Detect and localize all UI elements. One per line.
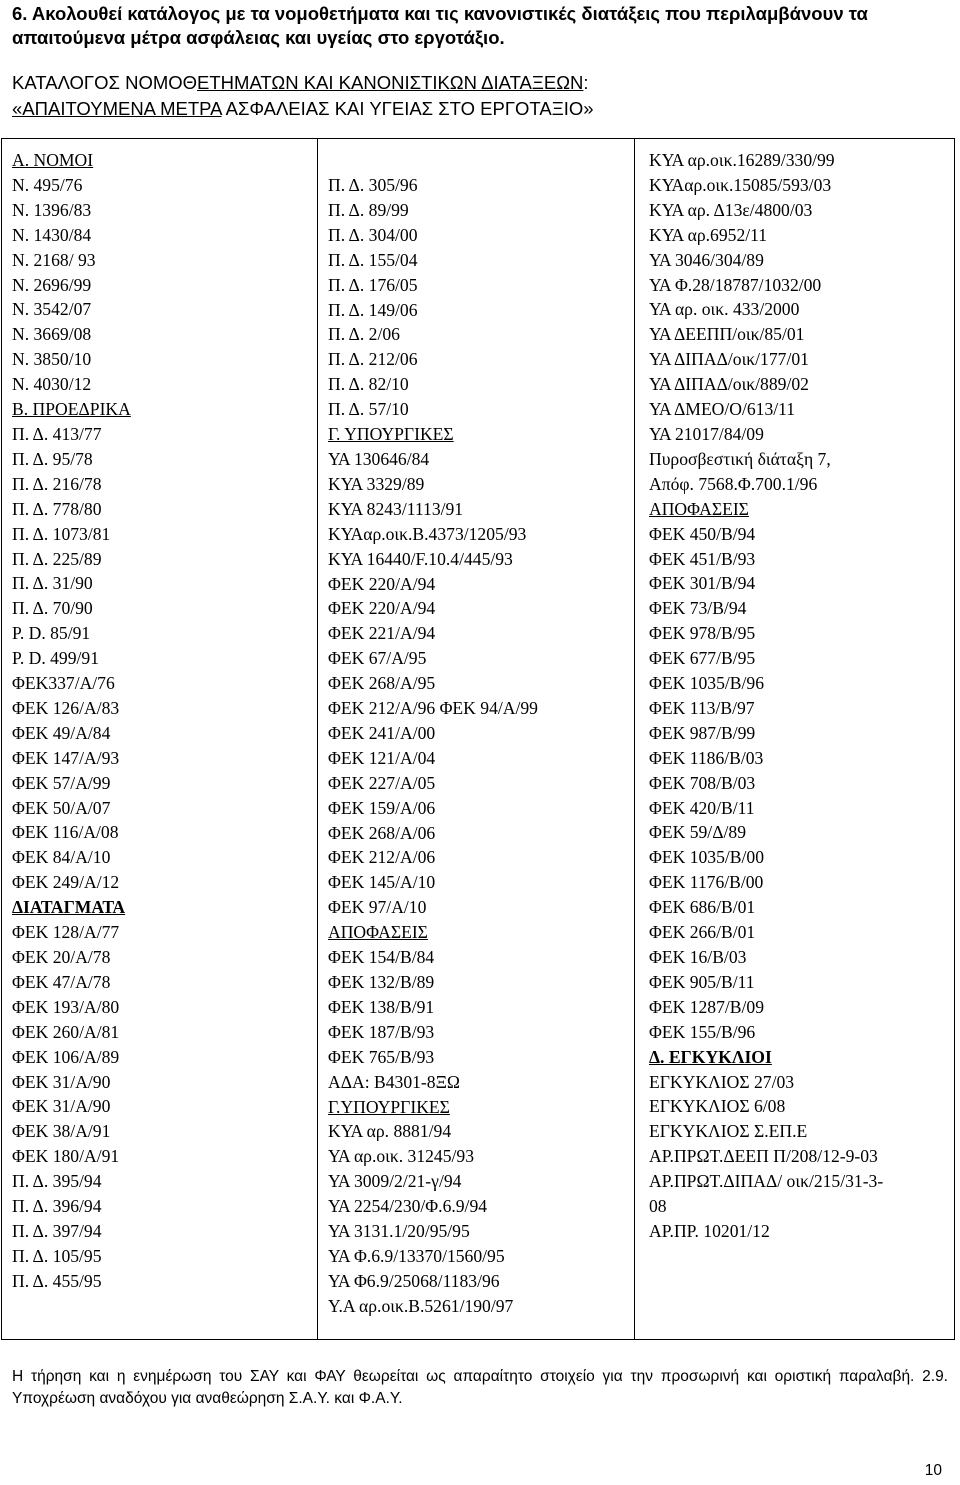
- list-item: 08: [649, 1196, 667, 1217]
- list-item: ΚΥΑ αρ.6952/11: [649, 224, 768, 245]
- list-item: Π. Δ. 216/78: [12, 473, 102, 494]
- list-item: ΚΥΑ 16440/F.10.4/445/93: [328, 548, 513, 569]
- catalog-title-line-1: [12, 70, 948, 96]
- catalog-title-prefix: ΚΑΤΑΛΟΓΟΣ ΝΟΜΟΘ: [12, 72, 198, 93]
- list-item: ΦΕΚ 59/Δ/89: [649, 822, 746, 843]
- list-item: ΦΕΚ 113/Β/97: [649, 697, 755, 718]
- list-item: ΑΔΑ: Β4301-8ΞΩ: [328, 1071, 460, 1092]
- list-item: Π. Δ. 149/06: [328, 299, 418, 320]
- column-1-list: [12, 148, 313, 1294]
- list-item: ΦΕΚ 121/Α/04: [328, 747, 436, 768]
- list-item: ΥΑ ΔΙΠΑΔ/οικ/177/01: [649, 349, 809, 370]
- list-item: ΦΕΚ 450/Β/94: [649, 523, 756, 544]
- list-item: ΦΕΚ 221/Α/94: [328, 623, 436, 644]
- catalog-subtitle-underlined: «ΑΠΑΙΤΟΥΜΕΝΑ ΜΕΤΡΑ: [12, 98, 222, 119]
- list-item: ΦΕΚ 987/Β/99: [649, 722, 756, 743]
- list-item: ΦΕΚ 16/Β/03: [649, 947, 747, 967]
- list-item: ΦΕΚ 147/Α/93: [12, 747, 120, 768]
- list-item: Π. Δ. 778/80: [12, 498, 102, 519]
- list-item: ΦΕΚ 126/Α/83: [12, 697, 120, 718]
- page-number: 10: [924, 1462, 942, 1479]
- list-item: ΑΡ.ΠΡ. 10201/12: [649, 1220, 770, 1241]
- list-item: Ν. 2168/ 93: [12, 249, 96, 270]
- list-item: ΥΑ αρ. οικ. 433/2000: [649, 299, 800, 320]
- list-item: Π. Δ. 396/94: [12, 1196, 102, 1217]
- list-item: Π. Δ. 397/94: [12, 1220, 102, 1241]
- list-item: ΦΕΚ 268/Α/95: [328, 673, 436, 694]
- list-item: ΦΕΚ 978/Β/95: [649, 623, 756, 644]
- column-2-list: [328, 173, 631, 1319]
- table-column-1: [2, 139, 317, 1339]
- catalog-title-suffix: :: [583, 72, 589, 93]
- list-item: ΦΕΚ 193/Α/80: [12, 996, 120, 1017]
- list-item: Πυροσβεστική διάταξη 7,: [649, 448, 831, 469]
- list-item: ΚΥΑαρ.οικ.Β.4373/1205/93: [328, 523, 527, 544]
- list-item: ΦΕΚ 1035/Β/00: [649, 847, 765, 868]
- list-item: ΥΑ Φ6.9/25068/1183/96: [328, 1270, 500, 1291]
- list-item: ΦΕΚ 20/Α/78: [12, 947, 111, 967]
- list-item: ΚΥΑαρ.οικ.15085/593/03: [649, 174, 832, 195]
- list-item: P. D. 499/91: [12, 648, 100, 669]
- list-item: ΦΕΚ 47/Α/78: [12, 971, 111, 992]
- list-item: ΦΕΚ 241/Α/00: [328, 722, 436, 743]
- section-header: ΑΠΟΦΑΣΕΙΣ: [328, 922, 428, 943]
- list-item: ΥΑ 21017/84/09: [649, 423, 764, 444]
- list-item: ΕΓΚΥΚΛΙΟΣ 6/08: [649, 1096, 786, 1117]
- catalog-subtitle-rest: ΑΣΦΑΛΕΙΑΣ ΚΑΙ ΥΓΕΙΑΣ ΣΤΟ ΕΡΓΟΤΑΞΙΟ»: [221, 98, 594, 119]
- list-item: Π. Δ. 105/95: [12, 1245, 102, 1266]
- list-item: ΦΕΚ 266/Β/01: [649, 922, 756, 943]
- list-item: ΦΕΚ 31/Α/90: [12, 1096, 111, 1117]
- catalog-title-line-2: [12, 96, 948, 122]
- section-header: Δ. ΕΓΚΥΚΛΙΟΙ: [649, 1046, 772, 1067]
- list-item: ΦΕΚ 106/Α/89: [12, 1046, 120, 1067]
- list-item: Ν. 2696/99: [12, 274, 92, 295]
- list-item: Υ.Α αρ.οικ.Β.5261/190/97: [328, 1295, 514, 1316]
- list-item: ΦΕΚ 301/Β/94: [649, 573, 756, 594]
- list-item: Π. Δ. 31/90: [12, 573, 93, 594]
- list-item: ΦΕΚ 1186/Β/03: [649, 747, 764, 768]
- list-item: Ν. 495/76: [12, 174, 83, 195]
- list-item: Ν. 1430/84: [12, 224, 92, 245]
- table-column-2: [317, 139, 635, 1339]
- section-header: Α. ΝΟΜΟΙ: [12, 150, 94, 170]
- section-heading: 6. Ακολουθεί κατάλογος με τα νομοθετήματα και τις κανονιστικές διατάξεις που περιλαμβάνουν τα απαιτούμενα μέτρα ασφάλειας και υγείας στο εργοτάξιο.: [12, 3, 868, 48]
- list-item: Π. Δ. 89/99: [328, 199, 409, 220]
- list-item: ΦΕΚ 49/Α/84: [12, 722, 111, 743]
- list-item: ΑΡ.ΠΡΩΤ.ΔΙΠΑΔ/ οικ/215/31-3-: [649, 1171, 884, 1192]
- list-item: Π. Δ. 212/06: [328, 349, 418, 370]
- list-item: ΥΑ ΔΜΕΟ/Ο/613/11: [649, 399, 796, 420]
- list-item: ΥΑ Φ.6.9/13370/1560/95: [328, 1245, 505, 1266]
- section-header: Γ.ΥΠΟΥΡΓΙΚΕΣ: [328, 1096, 450, 1117]
- list-item: ΕΓΚΥΚΛΙΟΣ 27/03: [649, 1071, 795, 1092]
- list-item: ΥΑ 3046/304/89: [649, 249, 764, 270]
- list-item: ΥΑ 2254/230/Φ.6.9/94: [328, 1196, 488, 1217]
- list-item: ΑΡ.ΠΡΩΤ.ΔΕΕΠ Π/208/12-9-03: [649, 1146, 878, 1167]
- list-item: ΦΕΚ 31/Α/90: [12, 1071, 111, 1092]
- list-item: Ν. 3850/10: [12, 349, 92, 370]
- list-item: Π. Δ. 2/06: [328, 324, 400, 345]
- list-item: ΦΕΚ 220/Α/94: [328, 573, 436, 594]
- catalog-title-underlined: ΕΤΗΜΑΤΩΝ ΚΑΙ ΚΑΝΟΝΙΣΤΙΚΩΝ ΔΙΑΤΑΞΕΩΝ: [197, 72, 584, 93]
- list-item: ΦΕΚ 765/Β/93: [328, 1046, 435, 1067]
- list-item: ΦΕΚ 708/Β/03: [649, 772, 756, 793]
- column-3-list: [649, 148, 951, 1244]
- list-item: ΦΕΚ 212/Α/96 ΦΕΚ 94/Α/99: [328, 698, 538, 719]
- list-item: Απόφ. 7568.Φ.700.1/96: [649, 473, 818, 494]
- list-item: ΦΕΚ 145/Α/10: [328, 872, 436, 893]
- list-item: ΦΕΚ 451/Β/93: [649, 548, 756, 569]
- list-item: ΦΕΚ 260/Α/81: [12, 1021, 120, 1042]
- list-item: ΦΕΚ 132/Β/89: [328, 972, 435, 992]
- section-header: Β. ΠΡΟΕΔΡΙΚΑ: [12, 399, 131, 420]
- list-item: ΦΕΚ 227/Α/05: [328, 772, 436, 793]
- list-item: ΦΕΚ 686/Β/01: [649, 897, 756, 918]
- list-item: Ν. 1396/83: [12, 199, 92, 220]
- list-item: ΦΕΚ 116/Α/08: [12, 822, 119, 843]
- section-header: ΔΙΑΤΑΓΜΑΤΑ: [12, 897, 126, 918]
- list-item: Π. Δ. 57/10: [328, 399, 409, 420]
- list-item: Π. Δ. 176/05: [328, 274, 418, 295]
- list-item: Π. Δ. 395/94: [12, 1171, 102, 1192]
- list-item: ΚΥΑ αρ.οικ.16289/330/99: [649, 150, 835, 170]
- list-item: ΦΕΚ 1176/Β/00: [649, 872, 764, 893]
- list-item: ΥΑ 130646/84: [328, 448, 430, 469]
- list-item: ΚΥΑ αρ. Δ13ε/4800/03: [649, 199, 813, 220]
- list-item: ΥΑ ΔΙΠΑΔ/οικ/889/02: [649, 374, 809, 395]
- list-item: ΦΕΚ 1287/Β/09: [649, 996, 765, 1017]
- list-item: ΦΕΚ 180/Α/91: [12, 1146, 120, 1167]
- list-item: ΦΕΚ 73/Β/94: [649, 598, 747, 619]
- list-item: ΥΑ αρ.οικ. 31245/93: [328, 1146, 475, 1167]
- section-header: ΑΠΟΦΑΣΕΙΣ: [649, 498, 749, 519]
- list-item: Π. Δ. 304/00: [328, 224, 418, 245]
- list-item: ΦΕΚ 84/Α/10: [12, 847, 111, 868]
- list-item: ΕΓΚΥΚΛΙΟΣ Σ.ΕΠ.Ε: [649, 1121, 808, 1142]
- footer-note: Η τήρηση και η ενημέρωση του ΣΑΥ και ΦΑΥ θεωρείται ως απαραίτητο στοιχείο για την προσωρινή και οριστική παραλαβή. 2.9. Υποχρέωση αναδόχου για αναθεώρηση Σ.Α.Υ. και Φ.Α.Υ.: [12, 1368, 948, 1407]
- list-item: ΦΕΚ 249/Α/12: [12, 872, 120, 893]
- list-item: ΦΕΚ 220/Α/94: [328, 598, 436, 619]
- list-item: Π. Δ. 95/78: [12, 448, 93, 469]
- list-item: ΚΥΑ 3329/89: [328, 473, 425, 494]
- list-item: ΥΑ Φ.28/18787/1032/00: [649, 274, 822, 295]
- list-item: ΦΕΚ 138/Β/91: [328, 996, 435, 1017]
- list-item: ΦΕΚ 38/Α/91: [12, 1121, 111, 1142]
- list-item: Ν. 3542/07: [12, 299, 92, 320]
- list-item: Π. Δ. 413/77: [12, 423, 102, 444]
- list-item: ΦΕΚ 67/Α/95: [328, 648, 427, 669]
- list-item: ΦΕΚ 187/Β/93: [328, 1021, 435, 1042]
- list-item: ΥΑ 3009/2/21-γ/94: [328, 1171, 462, 1192]
- list-item: Π. Δ. 305/96: [328, 175, 418, 195]
- list-item: ΦΕΚ 57/Α/99: [12, 772, 111, 793]
- list-item: Π. Δ. 225/89: [12, 548, 102, 569]
- list-item: Π. Δ. 1073/81: [12, 523, 111, 544]
- list-item: ΦΕΚ 1035/Β/96: [649, 673, 765, 694]
- list-item: Ν. 3669/08: [12, 324, 92, 345]
- list-item: ΚΥΑ αρ. 8881/94: [328, 1121, 452, 1142]
- list-item: ΦΕΚ 905/Β/11: [649, 971, 755, 992]
- list-item: ΥΑ 3131.1/20/95/95: [328, 1221, 470, 1242]
- list-item: ΦΕΚ 677/Β/95: [649, 648, 756, 669]
- list-item: Π. Δ. 155/04: [328, 249, 418, 270]
- list-item: ΦΕΚ337/Α/76: [12, 673, 115, 694]
- section-header: Γ. ΥΠΟΥΡΓΙΚΕΣ: [328, 424, 454, 445]
- list-item: ΦΕΚ 128/Α/77: [12, 922, 120, 943]
- list-item: ΥΑ ΔΕΕΠΠ/οικ/85/01: [649, 324, 805, 345]
- list-item: ΦΕΚ 154/Β/84: [328, 947, 435, 968]
- list-item: ΦΕΚ 50/Α/07: [12, 797, 111, 818]
- list-item: Π. Δ. 70/90: [12, 598, 93, 619]
- list-item: ΦΕΚ 420/Β/11: [649, 797, 755, 818]
- list-item: ΦΕΚ 159/Α/06: [328, 797, 436, 818]
- table-column-3: [634, 139, 955, 1339]
- list-item: Ν. 4030/12: [12, 374, 92, 395]
- catalog-title: [12, 70, 948, 122]
- list-item: ΦΕΚ 212/Α/06: [328, 847, 436, 868]
- list-item: P. D. 85/91: [12, 623, 91, 644]
- legislation-table: [1, 138, 955, 1340]
- list-item: ΦΕΚ 155/Β/96: [649, 1021, 756, 1042]
- list-item: Π. Δ. 455/95: [12, 1270, 102, 1291]
- list-item: ΚΥΑ 8243/1113/91: [328, 498, 464, 519]
- list-item: Π. Δ. 82/10: [328, 374, 409, 395]
- list-item: ΦΕΚ 97/Α/10: [328, 897, 427, 918]
- list-item: ΦΕΚ 268/Α/06: [328, 822, 436, 843]
